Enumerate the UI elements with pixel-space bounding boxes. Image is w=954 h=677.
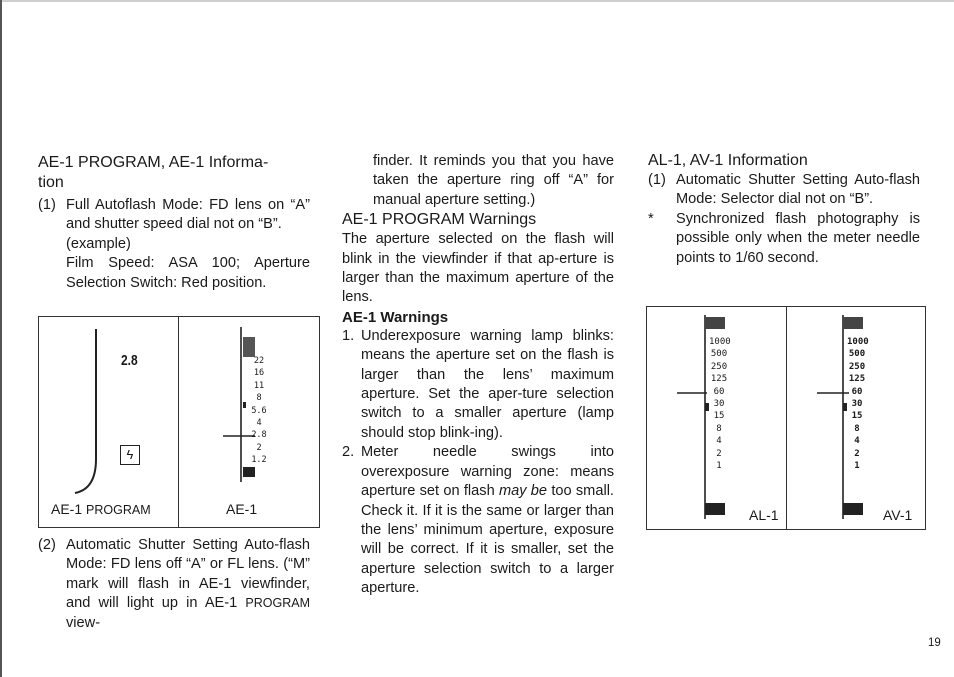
asterisk-icon: * <box>648 210 654 227</box>
scale-value: 22 <box>253 356 265 366</box>
scale-value: 250 <box>848 361 866 372</box>
scale-value: 2 <box>854 448 860 459</box>
scale-value: 60 <box>713 386 725 397</box>
left-item-2-text: Automatic Shutter Setting Auto-flash Mode: FD lens off “A” or FL lens. (“M” mark will flash in AE-1 viewfinder, and will light up in AE-1 PROGRAM view- <box>66 537 310 631</box>
right-item-1-number: (1) <box>648 172 666 188</box>
scale-value: 125 <box>710 374 728 385</box>
right-bullet-text: Synchronized flash photography is possible only when the meter needle points to 1/60 second. <box>676 210 920 266</box>
warning-item <box>342 327 614 443</box>
aperture-display: 2.8 <box>121 352 138 369</box>
page-edge-left <box>0 0 2 677</box>
page-number: 19 <box>928 637 941 649</box>
scale-value: 500 <box>710 349 728 360</box>
left-item-2-number: (2) <box>38 537 56 553</box>
scale-value: 8 <box>256 393 262 404</box>
scale-value: 15 <box>851 411 863 422</box>
ae1-program-needle-drawing <box>39 317 178 527</box>
al1-av1-viewfinder-figure <box>646 306 926 530</box>
middle-column <box>342 152 614 599</box>
warning-item-text: Meter needle swings into overexposure warning zone: means aperture set on flash may be too small. Check it. If it is the same or larger than the lens’ minimum aperture, exposure will be correct. If it is smaller, set the aperture selection switch to a larger aperture. <box>361 444 614 597</box>
scale-value: 15 <box>713 411 725 422</box>
ae1-warnings-heading: AE-1 Warnings <box>342 308 449 326</box>
warning-item-number: 2. <box>342 444 355 461</box>
ae1-viewfinder-figure <box>38 316 320 528</box>
left-item-1-number: (1) <box>38 197 56 213</box>
left-column <box>38 153 310 293</box>
right-item-1 <box>648 171 920 210</box>
scale-value: 5.6 <box>251 405 267 416</box>
scale-value: 1000 <box>709 337 731 347</box>
aperture-scale <box>250 355 268 467</box>
scale-value: 30 <box>851 399 863 410</box>
scale-value: 8 <box>854 423 860 434</box>
caption-av1: AV-1 <box>883 507 913 523</box>
ae1-needle-drawing <box>179 317 319 527</box>
scale-value: 1000 <box>847 337 869 347</box>
left-item-2 <box>38 536 310 633</box>
scale-value: 2 <box>256 442 262 453</box>
scale-value: 30 <box>713 399 725 410</box>
scale-value: 2.8 <box>251 430 267 441</box>
left-heading <box>38 153 310 193</box>
flash-icon: ϟ <box>120 445 140 465</box>
scale-value: 4 <box>854 436 860 447</box>
scale-value: 60 <box>851 386 863 397</box>
warning-item-text: Underexposure warning lamp blinks: means the aperture set on the flash is larger than the lens’ maximum aperture. Set the aper-ture selection switch to a smaller aperture (lamp should stop blink-ing). <box>361 327 614 441</box>
av1-shutter-scale <box>847 336 867 472</box>
scale-value: 500 <box>848 349 866 360</box>
scale-value: 8 <box>716 423 722 434</box>
middle-continuation: finder. It reminds you that you have taken the aperture ring off “A” for manual aperture setting.) <box>373 153 614 208</box>
left-item-1-example: (example) <box>66 235 131 252</box>
scale-value: 250 <box>710 361 728 372</box>
right-column <box>648 151 920 268</box>
scale-value: 11 <box>253 380 265 391</box>
left-item-1 <box>38 196 310 293</box>
left-heading-line2: tion <box>38 174 64 191</box>
left-heading-line1: AE-1 PROGRAM, AE-1 Informa- <box>38 154 269 171</box>
ae1-warnings-list <box>342 327 614 599</box>
caption-ae1-program: AE-1 PROGRAM <box>51 501 151 517</box>
scale-value: 4 <box>256 418 262 429</box>
al1-av1-heading: AL-1, AV-1 Information <box>648 152 808 169</box>
ae1-program-warnings-heading: AE-1 PROGRAM Warnings <box>342 211 537 229</box>
left-item-1-film: Film Speed: ASA 100; Aperture Selection Switch: Red position. <box>66 255 310 291</box>
scale-value: 1.2 <box>251 455 267 466</box>
left-item-2-block <box>38 536 310 633</box>
ae1-program-warnings-body: The aperture selected on the flash will blink in the viewfinder if that ap-erture is larger than the maximum aperture of the lens. <box>342 231 614 306</box>
scale-value: 1 <box>716 461 722 472</box>
warning-item <box>342 443 614 598</box>
caption-ae1: AE-1 <box>226 501 258 517</box>
scale-value: 2 <box>716 448 722 459</box>
scale-value: 16 <box>253 368 265 379</box>
scale-value: 4 <box>716 436 722 447</box>
scale-value: 125 <box>848 374 866 385</box>
al1-shutter-scale <box>709 336 729 472</box>
right-bullet <box>648 210 920 268</box>
scale-value: 1 <box>854 461 860 472</box>
left-item-1-text: Full Autoflash Mode: FD lens on “A” and shutter speed dial not on “B”. <box>66 197 310 233</box>
warning-item-number: 1. <box>342 327 355 344</box>
caption-al1: AL-1 <box>749 507 779 523</box>
page-edge-top <box>0 0 954 2</box>
right-item-1-text: Automatic Shutter Setting Auto-flash Mode: Selector dial not on “B”. <box>676 172 920 208</box>
